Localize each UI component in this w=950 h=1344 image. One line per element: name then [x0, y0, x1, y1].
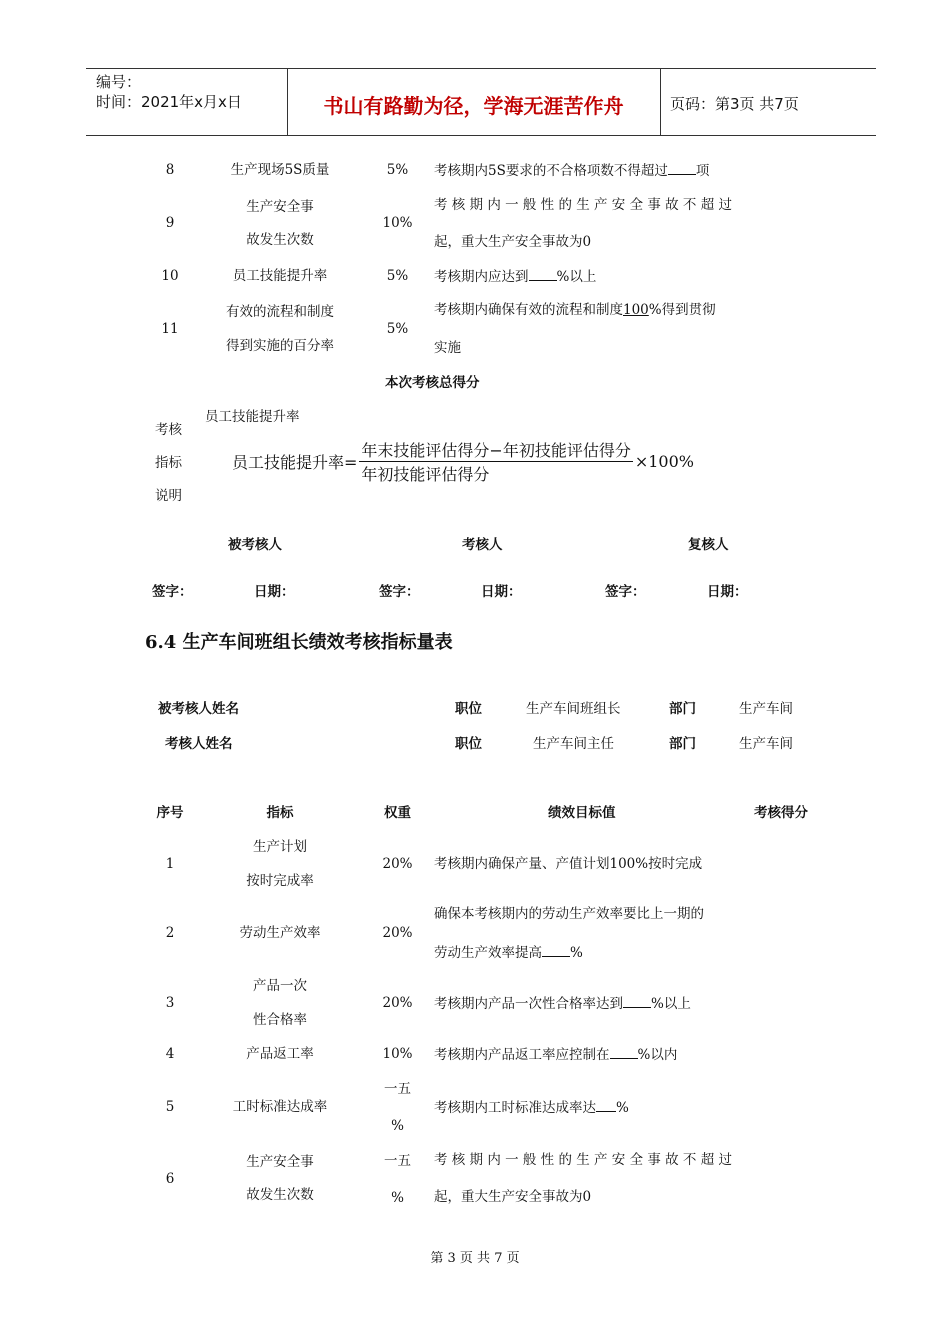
- row-weight: 20%: [382, 925, 413, 941]
- col-header-score: 考核得分: [754, 805, 808, 821]
- row-target: 考核期内确保产量、产值计划100%按时完成: [434, 856, 703, 872]
- formula-numerator: 年末技能评估得分−年初技能评估得分: [359, 438, 632, 462]
- row-target-line: 起，重大生产安全事故为0: [434, 1189, 592, 1205]
- row-number: 10: [161, 268, 179, 284]
- underlined-value: 100: [623, 302, 649, 318]
- position-label: 职位: [455, 736, 482, 752]
- row-target: [434, 1099, 734, 1117]
- row-weight-line: %: [391, 1118, 404, 1134]
- row-target-text: %: [616, 1100, 629, 1116]
- department-value: 生产车间: [739, 701, 793, 717]
- row-target-text: %以上: [556, 269, 597, 285]
- total-score-label: 本次考核总得分: [385, 375, 480, 391]
- row-indicator: 劳动生产效率: [239, 925, 321, 941]
- row-weight: 10%: [382, 215, 413, 231]
- header-motto: 书山有路勤为径，学海无涯苦作舟: [323, 94, 624, 118]
- formula: [232, 438, 694, 485]
- date-label: 日期：: [707, 584, 748, 600]
- explanation-side-label: 说明: [155, 488, 182, 504]
- row-target-line: 实施: [434, 340, 461, 356]
- row-target-line: 起，重大生产安全事故为0: [434, 234, 592, 250]
- department-value: 生产车间: [739, 736, 793, 752]
- header-page: 页码：第3页 共7页: [670, 95, 799, 113]
- row-target-text: 考核期内产品一次性合格率达到: [434, 996, 623, 1012]
- fill-blank: [623, 995, 651, 1008]
- fill-blank: [668, 162, 696, 175]
- fill-blank: [596, 1099, 616, 1112]
- header-bottom-rule: [86, 135, 876, 136]
- role-assessee: 被考核人: [228, 537, 282, 553]
- assessee-name-label: 被考核人姓名: [158, 701, 239, 717]
- row-number: 1: [165, 856, 175, 872]
- row-target-line: [434, 302, 734, 319]
- row-number: 5: [165, 1099, 175, 1115]
- row-indicator: 生产现场5S质量: [230, 162, 330, 178]
- sign-label: 签字：: [605, 584, 646, 600]
- row-weight: 5%: [386, 268, 409, 284]
- header-number: 编号：: [96, 73, 142, 91]
- row-target-text: 劳动生产效率提高: [434, 945, 542, 961]
- row-number: 2: [165, 925, 175, 941]
- row-target-line: 考核期内一般性的生产安全事故不超过: [434, 1152, 732, 1168]
- row-target-line: [434, 944, 734, 962]
- formula-lhs: 员工技能提升率=: [232, 453, 358, 472]
- row-target-text: %得到贯彻: [648, 302, 716, 318]
- row-target: [434, 162, 734, 180]
- row-target: [434, 995, 734, 1013]
- row-target-text: 考核期内确保有效的流程和制度: [434, 302, 623, 318]
- role-assessor: 考核人: [462, 537, 503, 553]
- row-indicator-line: 按时完成率: [246, 873, 314, 889]
- row-indicator-line: 生产安全事: [246, 1154, 314, 1170]
- row-number: 3: [165, 995, 175, 1011]
- row-target-text: %以内: [637, 1047, 678, 1063]
- row-indicator-line: 得到实施的百分率: [226, 338, 334, 354]
- row-indicator: 工时标准达成率: [232, 1099, 328, 1115]
- row-indicator-line: 故发生次数: [246, 232, 314, 248]
- sign-label: 签字：: [379, 584, 420, 600]
- row-target-line: 考核期内一般性的生产安全事故不超过: [434, 197, 732, 213]
- row-weight: 5%: [386, 321, 409, 337]
- sign-label: 签字：: [152, 584, 193, 600]
- section-title: 6.4 生产车间班组长绩效考核指标量表: [145, 632, 453, 653]
- fill-blank: [542, 944, 570, 957]
- row-weight: 20%: [382, 995, 413, 1011]
- row-weight-line: 一五: [384, 1081, 411, 1097]
- row-weight-line: 一五: [384, 1153, 411, 1169]
- role-reviewer: 复核人: [688, 537, 729, 553]
- row-target-text: %: [570, 945, 583, 961]
- explanation-side-label: 指标: [155, 455, 182, 471]
- row-indicator-line: 生产安全事: [246, 199, 314, 215]
- date-label: 日期：: [481, 584, 522, 600]
- col-header-target: 绩效目标值: [548, 805, 616, 821]
- col-header-weight: 权重: [384, 805, 411, 821]
- row-number: 9: [165, 215, 175, 231]
- row-target: [434, 1046, 734, 1064]
- row-weight-line: %: [391, 1190, 404, 1206]
- position-value: 生产车间班组长: [526, 701, 621, 717]
- row-number: 8: [165, 162, 175, 178]
- formula-denominator: 年初技能评估得分: [361, 465, 490, 484]
- header-meta: [96, 72, 242, 112]
- position-label: 职位: [455, 701, 482, 717]
- department-label: 部门: [669, 701, 696, 717]
- row-weight: 10%: [382, 1046, 413, 1062]
- header-divider-right: [660, 68, 661, 135]
- header-time: 时间：2021年x月x日: [96, 93, 242, 111]
- formula-tail: ×100%: [634, 452, 694, 471]
- fill-blank: [529, 268, 557, 281]
- col-header-number: 序号: [156, 805, 184, 821]
- header-top-rule: [86, 68, 876, 69]
- row-target-text: 考核期内工时标准达成率达: [434, 1100, 596, 1116]
- formula-fraction: [359, 438, 632, 485]
- row-number: 4: [165, 1046, 175, 1062]
- row-indicator: 员工技能提升率: [232, 268, 328, 284]
- row-target: [434, 268, 734, 286]
- page-footer: 第 3 页 共 7 页: [430, 1251, 520, 1266]
- assessor-name-label: 考核人姓名: [165, 736, 233, 752]
- explanation-title: 员工技能提升率: [205, 409, 300, 425]
- row-indicator: 产品返工率: [246, 1046, 314, 1062]
- row-target-text: 考核期内5S要求的不合格项数不得超过: [434, 163, 668, 179]
- position-value: 生产车间主任: [533, 736, 614, 752]
- row-number: 6: [165, 1171, 175, 1187]
- row-target-text: 考核期内产品返工率应控制在: [434, 1047, 610, 1063]
- row-indicator-line: 生产计划: [253, 839, 307, 855]
- row-number: 11: [161, 321, 179, 337]
- row-target-text: 考核期内应达到: [434, 269, 529, 285]
- row-weight: 5%: [386, 162, 409, 178]
- row-target-text: %以上: [651, 996, 691, 1012]
- col-header-indicator: 指标: [266, 805, 294, 821]
- department-label: 部门: [669, 736, 696, 752]
- explanation-side-label: 考核: [155, 422, 182, 438]
- row-indicator-line: 有效的流程和制度: [226, 304, 334, 320]
- row-weight: 20%: [382, 856, 413, 872]
- fill-blank: [610, 1046, 638, 1059]
- row-target-line: 确保本考核期内的劳动生产效率要比上一期的: [434, 906, 704, 922]
- row-indicator-line: 性合格率: [253, 1012, 307, 1028]
- row-indicator-line: 故发生次数: [246, 1187, 314, 1203]
- row-target-text: 项: [695, 163, 710, 179]
- row-indicator-line: 产品一次: [253, 978, 307, 994]
- date-label: 日期：: [254, 584, 295, 600]
